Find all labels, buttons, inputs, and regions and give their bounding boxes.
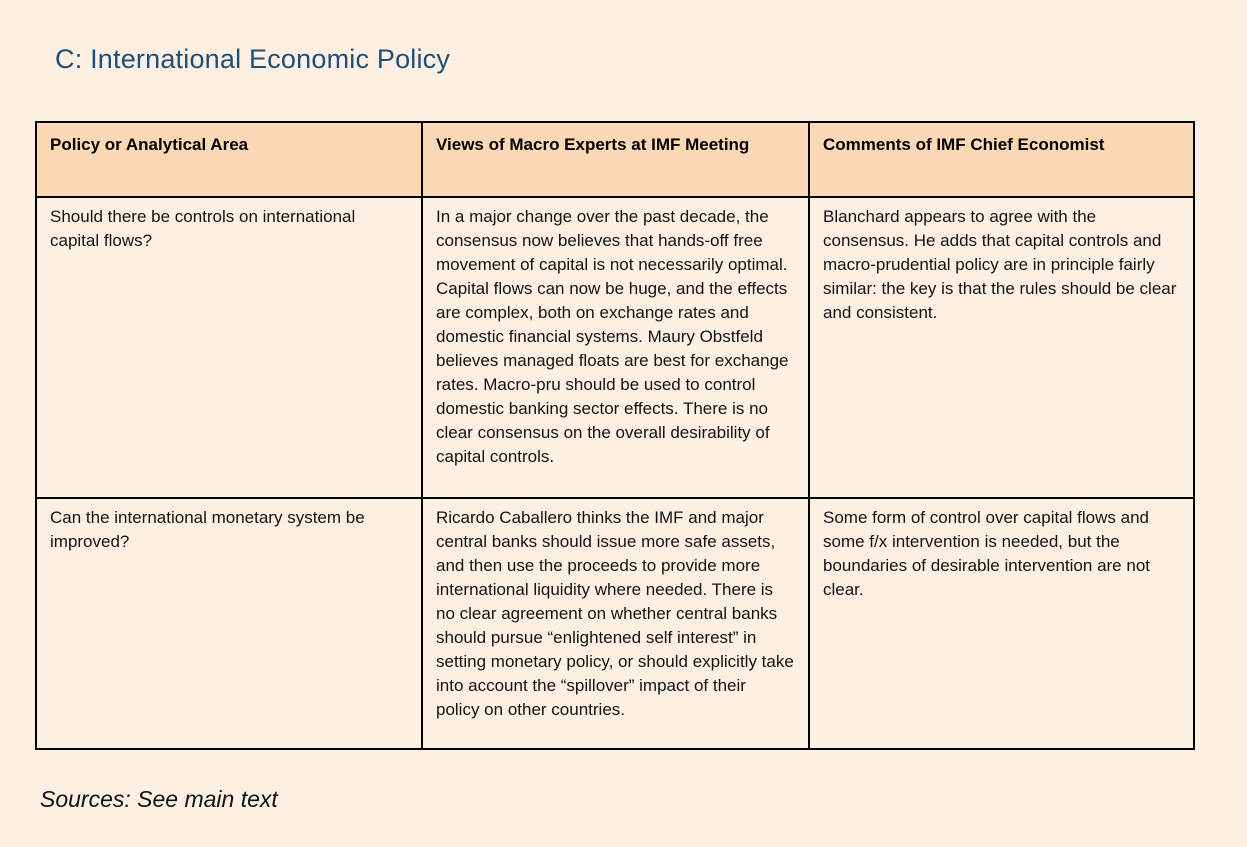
- table-row: [36, 498, 1194, 749]
- table-header-row: [36, 122, 1194, 197]
- column-header-policy-area: Policy or Analytical Area: [36, 122, 422, 197]
- cell-expert-views: In a major change over the past decade, the consensus now believes that hands-off free movement of capital is not necessarily optimal. Capital flows can now be huge, and the effects are complex, both on exchange rates and domestic financial systems. Maury Obstfeld believes managed floats are best for exchange rates. Macro-pru should be used to control domestic banking sector effects. There is no clear consensus on the overall desirability of capital controls.: [422, 197, 809, 498]
- cell-expert-views: Ricardo Caballero thinks the IMF and major central banks should issue more safe assets, and then use the proceeds to provide more international liquidity where needed. There is no clear agreement on whether central banks should pursue “enlightened self interest” in setting monetary policy, or should explicitly take into account the “spillover” impact of their policy on other countries.: [422, 498, 809, 749]
- page-title: C: International Economic Policy: [55, 44, 451, 74]
- cell-policy-area: Can the international monetary system be improved?: [36, 498, 422, 749]
- column-header-chief-economist: Comments of IMF Chief Economist: [809, 122, 1194, 197]
- sources-note: Sources: See main text: [40, 786, 278, 812]
- cell-chief-economist-comments: Some form of control over capital flows and some f/x intervention is needed, but the boundaries of desirable intervention are not clear.: [809, 498, 1194, 749]
- cell-policy-area: Should there be controls on international capital flows?: [36, 197, 422, 498]
- cell-chief-economist-comments: Blanchard appears to agree with the consensus. He adds that capital controls and macro-prudential policy are in principle fairly similar: the key is that the rules should be clear and consistent.: [809, 197, 1194, 498]
- policy-table: [35, 121, 1195, 750]
- column-header-expert-views: Views of Macro Experts at IMF Meeting: [422, 122, 809, 197]
- table-row: [36, 197, 1194, 498]
